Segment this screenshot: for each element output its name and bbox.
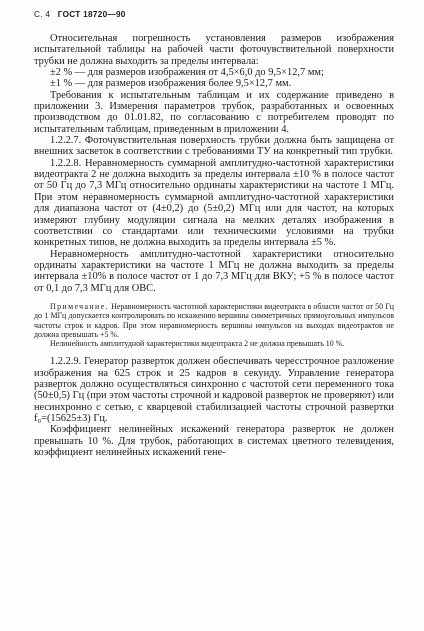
page-number: С. 4 bbox=[34, 10, 51, 19]
paragraph-1-2-2-7: 1.2.2.7. Фоточувствительная поверхность трубки должна быть защищена от внешних засветок в соответствии с требованиями ТУ на конкретный тип трубки. bbox=[34, 135, 394, 158]
paragraph-tolerance-2pct: ±2 % — для размеров изображения от 4,5×6,0 до 9,5×12,7 мм; bbox=[50, 67, 324, 79]
document-code: ГОСТ 18720—90 bbox=[57, 10, 126, 19]
note-label: Примечание. bbox=[50, 301, 109, 311]
page-header bbox=[34, 10, 394, 19]
note-text: Неравномерность частотной характеристики видеотракта в области частот от 50 Гц до 1 МГц допускается контролировать по искажению вершины симметричных прямоугольных импульсов частоты строк и кадров. При этом неравномерность вершины импульсов на выходах видеотрактов не должна превышать +5 %. bbox=[34, 301, 394, 339]
paragraph-frequency-response: Неравномерность амплитудно-частотной характеристики относительно ординаты характеристики на частоте 1 МГц не должна выходить за пределы интервала ±10% в полосе частот от 1 до 7,3 МГц для ВКУ; +5 % в полосе частот от 0,1 до 7,3 МГц для ОВС. bbox=[34, 248, 394, 294]
paragraph-tolerance-1pct: ±1 % — для размеров изображения более 9,5×12,7 мм. bbox=[50, 78, 292, 90]
paragraph-1-2-2-9: 1.2.2.9. Генератор разверток должен обеспечивать чересстрочное разложение изображения на 625 строк и 25 кадров в секунду. Управление генератора разверток должно осуществляться синхронно с частотой сети переменного тока (50±0,5) Гц (при этом частоты строчной и кадровой разверток не проверяют) или несинхронно с сетью, с кварцевой стабилизацией частоты строчной развертки f₀=(15625±3) Гц. bbox=[34, 356, 394, 425]
note bbox=[34, 302, 394, 339]
paragraph-distortion-coefficient: Коэффициент нелинейных искажений генератора разверток не должен превышать 10 %. Для трубок, работающих в системах цветного телевидения, коэффициент нелинейных искажений гене- bbox=[34, 424, 394, 459]
paragraph-1-2-2-8: 1.2.2.8. Неравномерность суммарной амплитудно-частотной характеристики видеотракта 2 не должна выходить за пределы интервала ±10 % в полосе частот от 50 Гц до 7,3 МГц относительно ординаты характеристики на частоте 1 МГц. При этом неравномерность суммарной амплитудно-частотной характеристики для диапазона частот от (4±0,2) до (5±0,2) МГц или для частот, на которых измеряют глубину модуляции сигнала на мелких деталях изображения в соответствии со стандартами или техническими условиями на трубки конкретных типов, не должна выходить за пределы интервала ±5 %. bbox=[34, 157, 394, 249]
paragraph-test-tables: Требования к испытательным таблицам и их содержание приведено в приложении 3. Измерения параметров трубок, разработанных и освоенных производством до 01.01.82, по согласованию с потребителем проводят по испытательным таблицам, приведенным в приложении 4. bbox=[34, 89, 394, 135]
paragraph-tolerance-intro: Относительная погрешность установления размеров изображения испытательной таблицы на рабочей части фоточувствительной поверхности трубки не должна выходить за пределы интервала: bbox=[34, 33, 394, 67]
note-nonlinearity: Нелинейность амплитудной характеристики видеотракта 2 не должна превышать 10 %. bbox=[50, 339, 345, 349]
